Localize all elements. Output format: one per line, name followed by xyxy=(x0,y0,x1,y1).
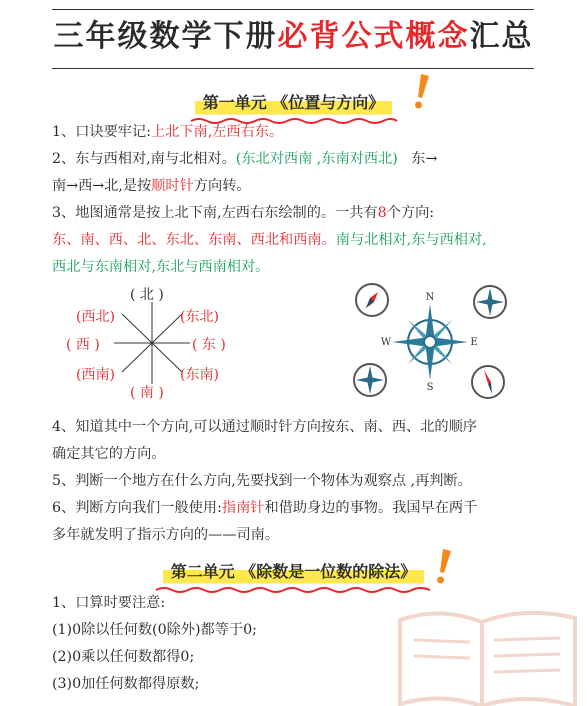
dir-north: ( 北 ) xyxy=(130,287,164,303)
exclamation-icon xyxy=(412,72,432,112)
unit1-heading xyxy=(0,88,587,125)
title-highlight: 必背公式概念 xyxy=(277,19,470,54)
compass-illustration xyxy=(350,280,510,405)
text-line-6: 西北与东南相对,东北与西南相对。 xyxy=(52,259,270,275)
rose-label-e: E xyxy=(470,337,478,348)
page-title xyxy=(0,14,587,60)
text-line-8: 确定其它的方向。 xyxy=(52,446,166,462)
big-compass-rose-icon xyxy=(392,304,468,380)
small-compass-rose-icon xyxy=(474,286,506,318)
text-line-4: 3、地图通常是按上北下南,左西右东绘制的。一共有8个方向: xyxy=(52,205,435,221)
text-line-13: (1)0除以任何数(0除外)都等于0; xyxy=(52,622,257,638)
text-line-3: 南→西→北,是按顺时针方向转。 xyxy=(52,178,251,194)
title-part-2: 汇总 xyxy=(469,19,534,54)
rose-label-n: N xyxy=(425,292,435,303)
text-line-9: 5、判断一个地方在什么方向,先要找到一个物体为观察点 ,再判断。 xyxy=(52,473,472,489)
text-line-15: (3)0加任何数都得原数; xyxy=(52,676,200,692)
text-line-11: 多年就发明了指示方向的——司南。 xyxy=(52,527,280,543)
dir-southwest: (西南) xyxy=(76,367,115,383)
text-line-10: 6、判断方向我们一般使用:指南针和借助身边的事物。我国早在两千 xyxy=(52,500,478,516)
small-compass-rose-icon-2 xyxy=(354,364,386,396)
dir-east: ( 东 ) xyxy=(192,337,226,353)
open-book-icon xyxy=(390,600,580,706)
text-line-2: 2、东与西相对,南与北相对。(东北对西南 ,东南对西北) 东→ xyxy=(52,151,438,167)
text-line-1: 1、口诀要牢记:上北下南,左西右东。 xyxy=(52,124,284,140)
dir-south: ( 南 ) xyxy=(130,385,164,401)
wave-underline-2 xyxy=(154,586,434,594)
unit2-heading xyxy=(0,557,587,594)
top-rule xyxy=(52,9,534,10)
dir-southeast: (东南) xyxy=(180,367,219,383)
small-compass-needle-icon xyxy=(472,366,504,398)
dir-northeast: (东北) xyxy=(180,309,219,325)
text-line-12: 1、口算时要注意: xyxy=(52,595,166,611)
rose-label-s: S xyxy=(426,382,434,393)
title-part-1: 三年级数学下册 xyxy=(53,19,278,54)
dir-west: ( 西 ) xyxy=(66,337,100,353)
title-rule xyxy=(52,68,534,69)
small-compass-icon xyxy=(356,284,388,316)
text-line-14: (2)0乘以任何数都得0; xyxy=(52,649,195,665)
direction-diagram xyxy=(62,284,247,402)
text-line-5: 东、南、西、北、东北、东南、西北和西南。南与北相对,东与西相对, xyxy=(52,232,487,248)
rose-label-w: W xyxy=(380,337,392,348)
exclamation-icon-2 xyxy=(434,547,454,587)
dir-northwest: (西北) xyxy=(76,309,115,325)
text-line-7: 4、知道其中一个方向,可以通过顺时针方向按东、南、西、北的顺序 xyxy=(52,419,477,435)
unit2-heading-label: 第二单元 《除数是一位数的除法》 xyxy=(163,557,425,586)
unit1-heading-label: 第一单元 《位置与方向》 xyxy=(195,88,393,117)
